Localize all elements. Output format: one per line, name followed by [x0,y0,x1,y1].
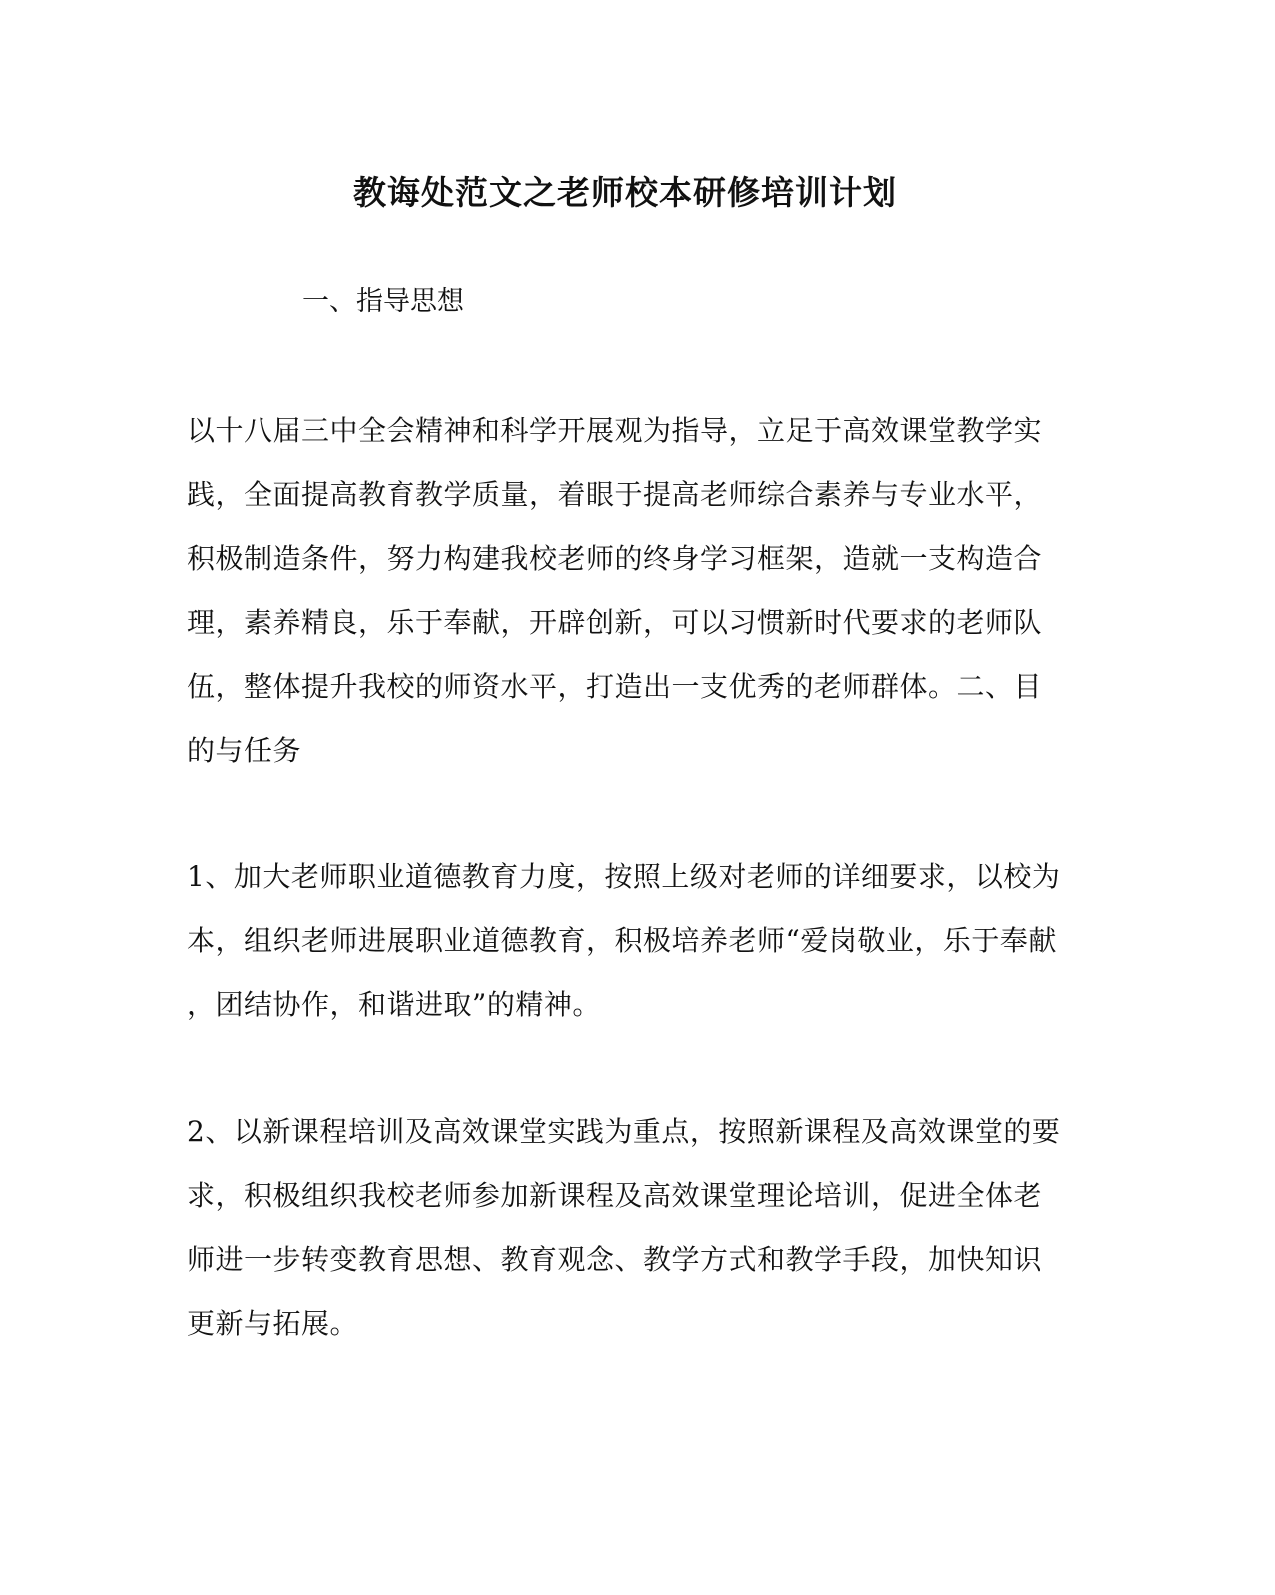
paragraph-line: 以十八届三中全会精神和科学开展观为指导，立足于高效课堂教学实 [187,414,1043,447]
paragraph-line: 的与任务 [187,734,302,767]
paragraph-line: 践，全面提高教育教学质量，着眼于提高老师综合素养与专业水平， [187,478,1043,511]
paragraph-line: ，团结协作，和谐进取”的精神。 [187,988,601,1021]
paragraph-line: 求，积极组织我校老师参加新课程及高效课堂理论培训，促进全体老 [187,1179,1043,1212]
paragraph-line: 积极制造条件，努力构建我校老师的终身学习框架，造就一支构造合 [187,542,1043,575]
paragraph-item-1 [187,845,1077,1037]
paragraph-line: 更新与拓展。 [187,1307,359,1340]
paragraph-guiding-ideology [187,399,1077,783]
paragraph-line: 师进一步转变教育思想、教育观念、教学方式和教学手段，加快知识 [187,1243,1043,1276]
section-heading: 一、指导思想 [302,286,464,317]
paragraph-line: 1、加大老师职业道德教育力度，按照上级对老师的详细要求，以校为 [187,860,1061,893]
document-title: 教诲处范文之老师校本研修培训计划 [353,173,897,212]
paragraph-line: 本，组织老师进展职业道德教育，积极培养老师“爱岗敬业，乐于奉献 [187,924,1057,957]
paragraph-item-2 [187,1100,1077,1356]
paragraph-line: 伍，整体提升我校的师资水平，打造出一支优秀的老师群体。二、目 [187,670,1043,703]
paragraph-line: 理，素养精良，乐于奉献，开辟创新，可以习惯新时代要求的老师队 [187,606,1043,639]
paragraph-line: 2、以新课程培训及高效课堂实践为重点，按照新课程及高效课堂的要 [187,1115,1061,1148]
